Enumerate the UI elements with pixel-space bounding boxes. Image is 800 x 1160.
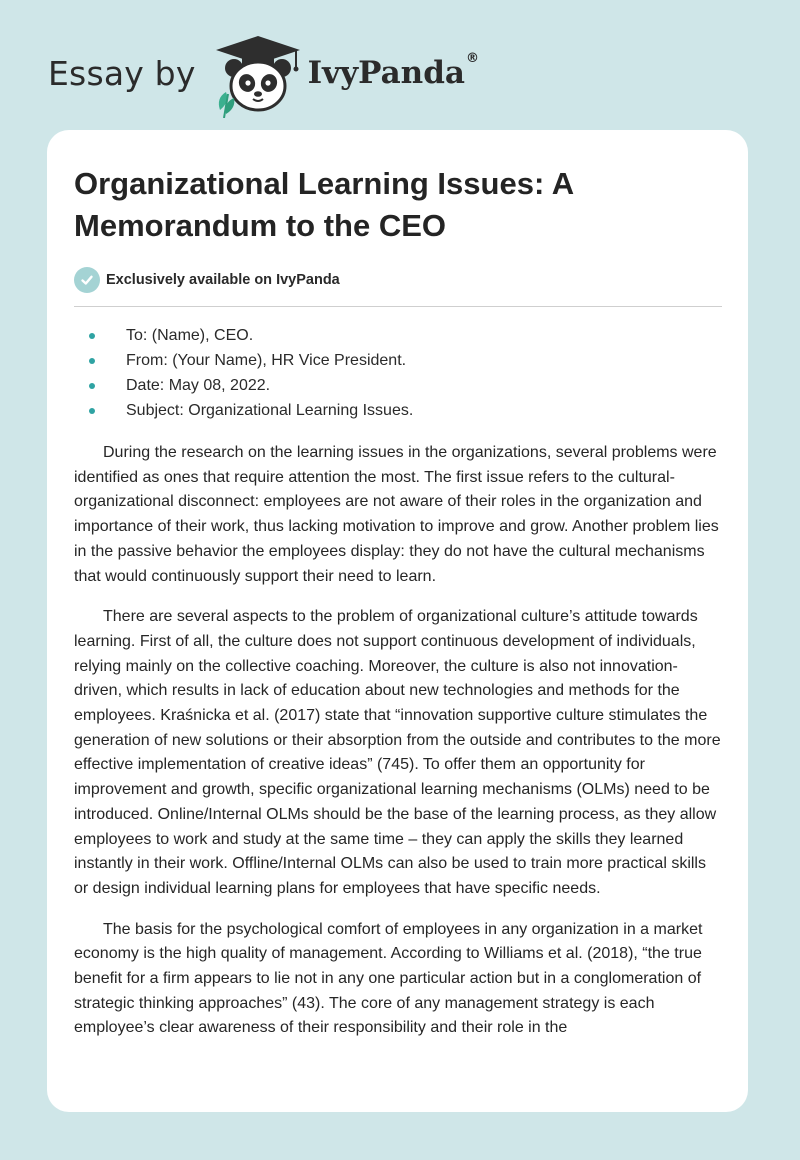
exclusive-badge <box>74 266 724 294</box>
body-paragraph-3: The basis for the psychological comfort of employees in any organization in a market economy is the high quality of management. According to Williams et al. (2018), “the true benefit for a firm appears to lie not in any one particular action but in a conglomeration of strategic thinking approaches” (43). The core of any management strategy is each employee’s clear awareness of their responsibility and their role in the <box>74 920 703 1037</box>
site-header <box>48 28 479 118</box>
essay-content <box>74 163 724 1041</box>
memo-item-to: To: (Name), CEO. <box>74 323 724 348</box>
bullet-icon <box>89 333 95 339</box>
panda-logo-icon[interactable] <box>212 28 304 118</box>
divider <box>74 306 722 307</box>
memo-item-subject: Subject: Organizational Learning Issues. <box>74 398 724 423</box>
bullet-icon <box>89 383 95 389</box>
bullet-icon <box>89 408 95 414</box>
page-title: Organizational Learning Issues: A Memorandum to the CEO <box>74 166 573 243</box>
essay-by-label: Essay by <box>48 53 196 93</box>
registered-mark: ® <box>465 51 479 66</box>
exclusive-label: Exclusively available on IvyPanda <box>106 272 340 288</box>
essay-card <box>47 130 748 1112</box>
bullet-icon <box>89 358 95 364</box>
check-icon <box>74 267 100 293</box>
memo-header-list <box>74 323 724 423</box>
body-paragraph-2: There are several aspects to the problem of organizational culture’s attitude towards learning. First of all, the culture does not support continuous development of individuals, relying mainly on the collective coaching. Moreover, the culture is also not innovation-driven, which results in lack of education about new technologies and methods for the employees. Kraśnicka et al. (2017) state that “innovation supportive culture stimulates the generation of new solutions or their absorption from the outside and contributes to the more effective implementation of creative ideas” (745). To offer them an opportunity for improvement and growth, specific organizational learning mechanisms (OLMs) need to be introduced. Online/Internal OLMs should be the base of the learning process, as they allow employees to work and study at the same time – they can apply the skills they learned instantly in their work. Offline/Internal OLMs can also be used to train more practical skills or design individual learning plans for employees that have specific needs. <box>74 608 721 897</box>
body-paragraph-1: During the research on the learning issues in the organizations, several problems were identified as ones that require attention the most. The first issue refers to the cultural-organizational disconnect: employees are not aware of their roles in the organization and importance of their work, thus lacking motivation to improve and grow. Another problem lies in the passive behavior the employees display: they do not have the cultural mechanisms that would continuously support their need to learn. <box>74 444 719 585</box>
memo-item-from: From: (Your Name), HR Vice President. <box>74 348 724 373</box>
brand-name[interactable]: IvyPanda® <box>307 51 479 91</box>
memo-item-date: Date: May 08, 2022. <box>74 373 724 398</box>
